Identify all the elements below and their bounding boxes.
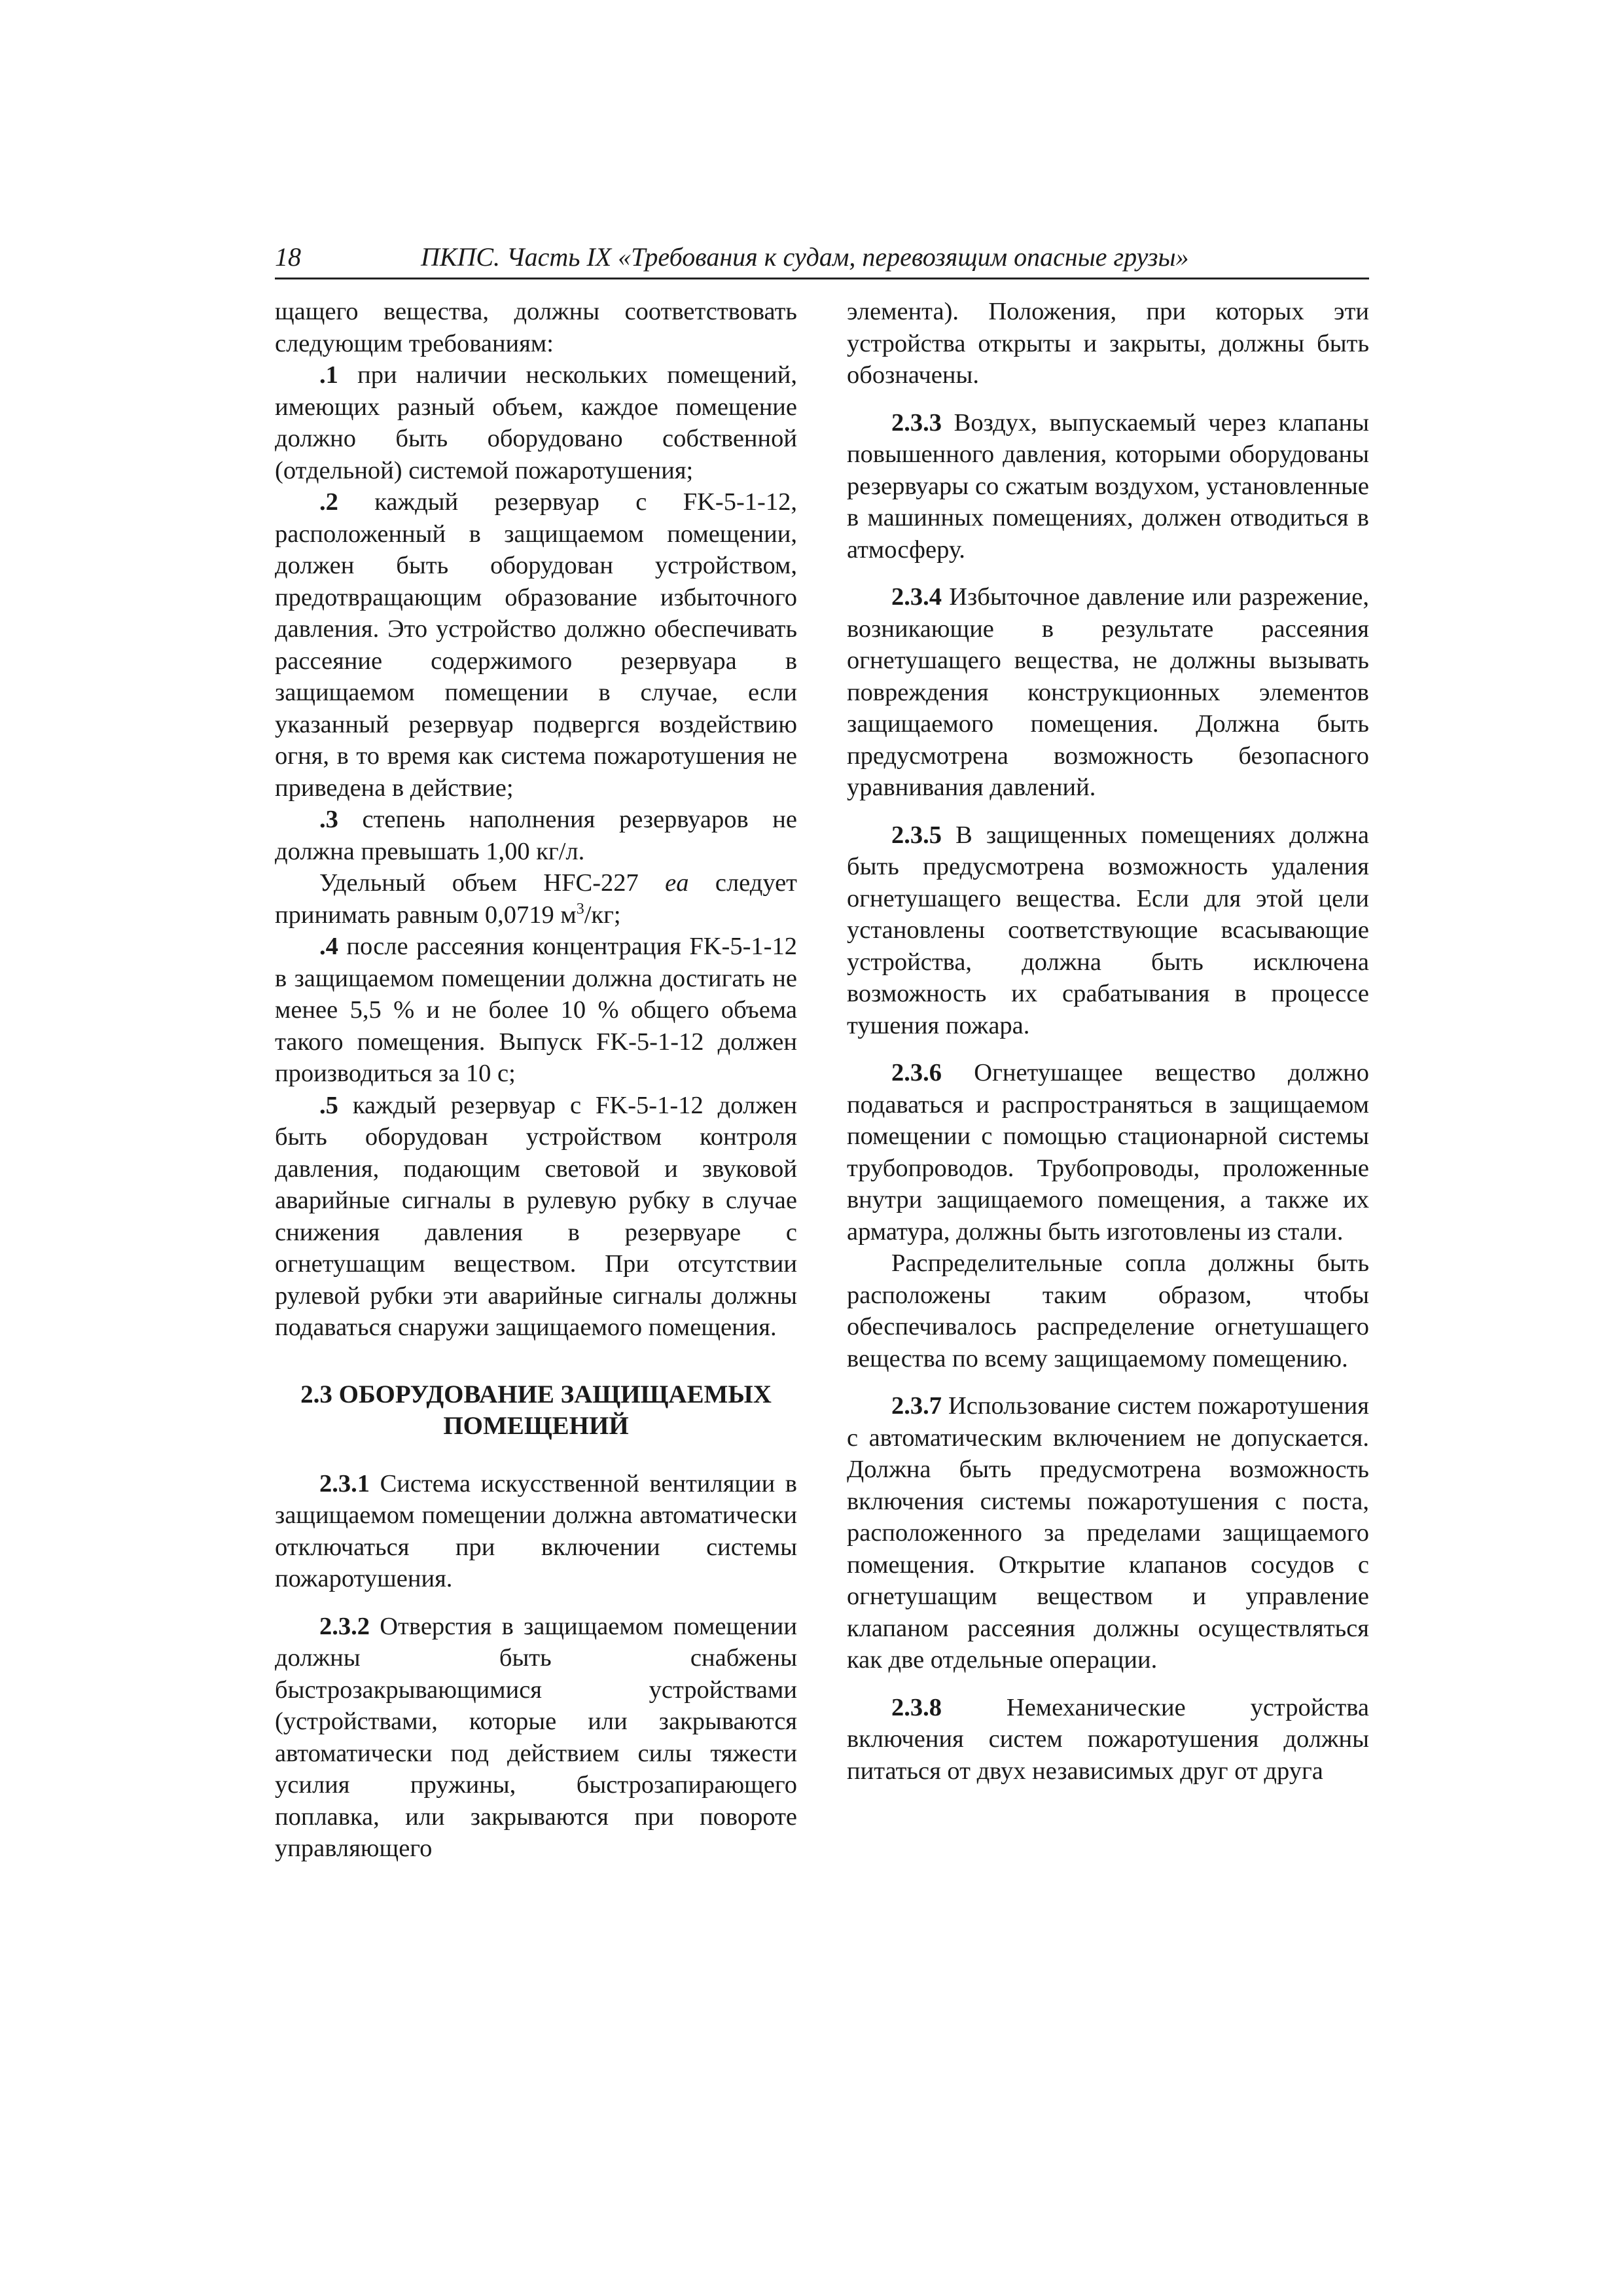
list-item-5 [275, 1090, 797, 1344]
item-number: .4 [319, 933, 338, 960]
page-number: 18 [275, 242, 301, 272]
clause-text: Избыточное давление или разрежение, возникающие в результате рассеяния огнетушащего вещества, не должны вызывать повреждения конструкционных элементов защищаемого помещения. Должна быть предусмотрена возможность безопасного уравнивания давлений. [847, 583, 1369, 801]
clause-2-3-7 [847, 1390, 1369, 1676]
item-text: каждый резервуар с FK-5-1-12, расположенный в защищаемом помещении, должен быть оборудован устройством, предотвращающим образование избыточного давления. Это устройство должно обеспечивать рассеяние содержимого резервуара в защищаемом помещении в случае, если указанный резервуар подвергся воздействию огня, в то время как система пожаротушения не приведена в действие; [275, 488, 797, 802]
text-run: Удельный объем HFC-227 [319, 869, 666, 897]
item-text: каждый резервуар с FK-5-1-12 должен быть оборудован устройством контроля давления, подающим световой и звуковой аварийные сигналы в рулевую рубку в случае снижения давления в резервуаре с огнетушащим веществом. При отсутствии рулевой рубки эти аварийные сигналы должны подаваться снаружи защищаемого помещения. [275, 1091, 797, 1341]
clause-text: Немеханические устройства включения систем пожаротушения должны питаться от двух независимых друг от друга [847, 1693, 1369, 1785]
clause-number: 2.3.3 [891, 408, 942, 437]
running-header [275, 240, 1369, 279]
clause-text: Воздух, выпускаемый через клапаны повышенного давления, которыми оборудованы резервуары со сжатым воздухом, установленные в машинных помещениях, должен отводиться в атмосферу. [847, 408, 1369, 564]
clause-text: В защищенных помещениях должна быть предусмотрена возможность удаления огнетушащего вещества. Если для этой цели установлены соответствующие всасывающие устройства, должна быть исключена возможность их срабатывания в процессе тушения пожара. [847, 821, 1369, 1039]
item-text: при наличии нескольких помещений, имеющих разный объем, каждое помещение должно быть оборудовано собственной (отдельной) системой пожаротушения; [275, 361, 797, 484]
section-heading [275, 1379, 797, 1442]
item-text: после рассеяния концентрация FK-5-1-12 в защищаемом помещении должна достигать не менее 5,5 % и не более 10 % общего объема такого помещения. Выпуск FK-5-1-12 должен производиться за 10 с; [275, 933, 797, 1087]
left-column [275, 296, 797, 1865]
list-item-4 [275, 931, 797, 1090]
right-column [847, 296, 1369, 1787]
clause-2-3-6 [847, 1057, 1369, 1247]
text-run: /кг; [584, 901, 621, 929]
clause-text: Использование систем пожаротушения с автоматическим включением не допускается. Должна быть предусмотрена возможность включения системы пожаротушения с поста, расположенного за пределами защищаемого помещения. Открытие клапанов сосудов с огнетушащим веществом и управление клапаном рассеяния должны осуществляться как две отдельные операции. [847, 1392, 1369, 1674]
list-item-1 [275, 359, 797, 486]
clause-2-3-2 [275, 1611, 797, 1865]
clause-2-3-3 [847, 407, 1369, 566]
clause-number: 2.3.8 [891, 1693, 942, 1721]
text-run: следует принимать равным 0,0719 м [275, 869, 797, 929]
clause-number: 2.3.7 [891, 1392, 942, 1420]
item-number: .2 [319, 488, 338, 516]
item-text: степень наполнения резервуаров не должна превышать 1,00 кг/л. [275, 806, 797, 865]
list-item-2 [275, 486, 797, 804]
clause-2-3-5 [847, 819, 1369, 1042]
text-run-italic: ea [665, 869, 689, 897]
paragraph-specific-volume [275, 867, 797, 931]
section-heading-line: 2.3 ОБОРУДОВАНИЕ ЗАЩИЩАЕМЫХ [300, 1380, 772, 1408]
clause-text: Отверстия в защищаемом помещении должны быть снабжены быстрозакрывающимися устройствами (устройствами, которые или закрываются автоматически под действием силы тяжести усилия пружины, быстрозапирающего поплавка, или закрываются при повороте управляющего [275, 1612, 797, 1862]
superscript: 3 [576, 900, 584, 918]
clause-number: 2.3.4 [891, 583, 942, 611]
list-item-3 [275, 804, 797, 867]
paragraph-intro: щащего вещества, должны соответствовать следующим требованиям: [275, 298, 797, 357]
clause-2-3-4 [847, 581, 1369, 804]
clause-text: Система искусственной вентиляции в защищаемом помещении должна автоматически отключаться при включении системы пожаротушения. [275, 1469, 797, 1592]
item-number: .3 [319, 806, 338, 833]
clause-2-3-1 [275, 1468, 797, 1595]
paragraph-nozzles: Распределительные сопла должны быть расположены таким образом, чтобы обеспечивалось распределение огнетушащего вещества по всему защищаемому помещению. [847, 1249, 1369, 1372]
clause-number: 2.3.1 [319, 1469, 370, 1498]
running-title: ПКПС. Часть IX «Требования к судам, перевозящим опасные грузы» [421, 242, 1189, 272]
item-number: .5 [319, 1091, 338, 1119]
clause-text: Огнетушащее вещество должно подаваться и распространяться в защищаемом помещении с помощью стационарной системы трубопроводов. Трубопроводы, проложенные внутри защищаемого помещения, а также их арматура, должны быть изготовлены из стали. [847, 1059, 1369, 1246]
section-heading-line: ПОМЕЩЕНИЙ [443, 1411, 629, 1440]
clause-number: 2.3.6 [891, 1059, 942, 1086]
paragraph-continuation: элемента). Положения, при которых эти устройства открыты и закрыты, должны быть обозначены. [847, 298, 1369, 389]
clause-number: 2.3.5 [891, 821, 942, 849]
item-number: .1 [319, 361, 338, 389]
clause-number: 2.3.2 [319, 1612, 370, 1640]
clause-2-3-8 [847, 1692, 1369, 1787]
